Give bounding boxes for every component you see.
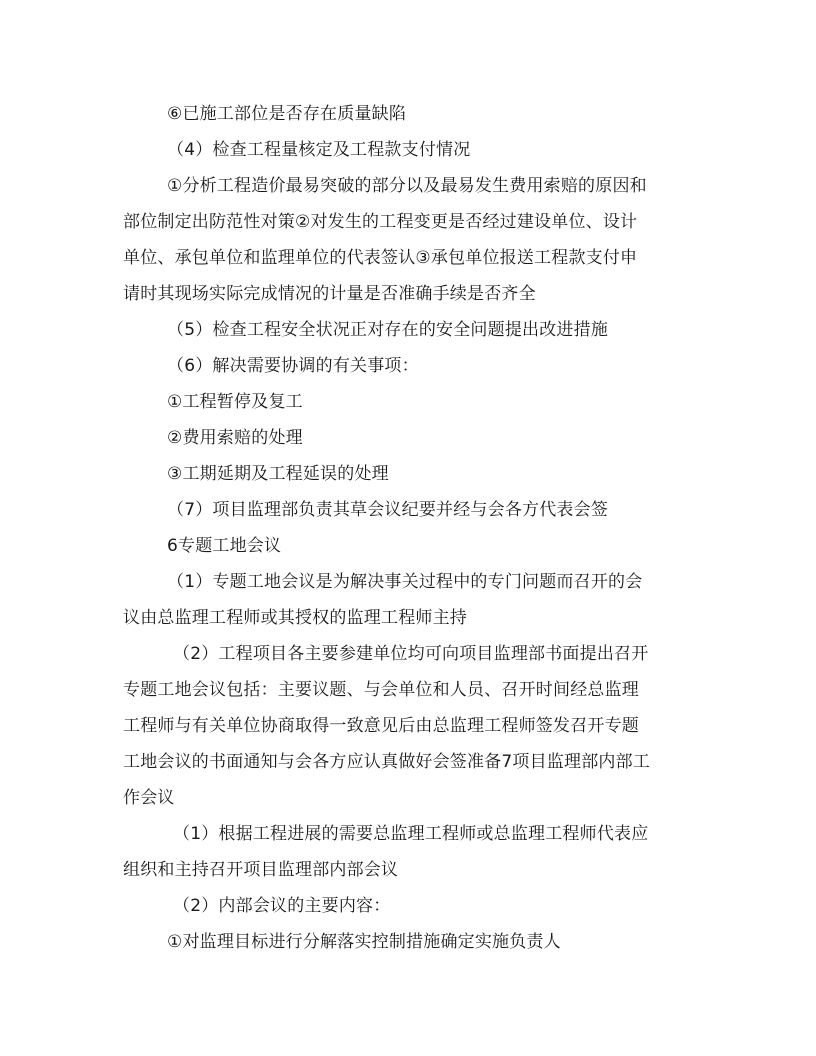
text-line: （5）检查工程安全状况正对存在的安全问题提出改进措施 [167, 320, 609, 340]
text-line: （4）检查工程量核定及工程款支付情况 [167, 140, 471, 160]
text-line: （1）根据工程进展的需要总监理工程师或总监理工程师代表应 [173, 824, 649, 844]
text-line: （6）解决需要协调的有关事项： [167, 356, 419, 376]
text-line: 部位制定出防范性对策②对发生的工程变更是否经过建设单位、设计 [123, 212, 638, 232]
text-line: 作会议 [123, 788, 175, 808]
text-line: （2）内部会议的主要内容： [173, 896, 391, 916]
text-line: 议由总监理工程师或其授权的监理工程师主持 [123, 608, 467, 628]
text-line: ①分析工程造价最易突破的部分以及最易发生费用索赔的原因和 [167, 176, 647, 196]
text-line: 工地会议的书面通知与会各方应认真做好会签准备7项目监理部内部工 [123, 752, 651, 772]
text-line: 单位、承包单位和监理单位的代表签认③承包单位报送工程款支付申 [123, 248, 638, 268]
text-line: （7）项目监理部负责其草会议纪要并经与会各方代表会签 [167, 500, 609, 520]
text-line: ③工期延期及工程延误的处理 [167, 464, 389, 484]
text-line: ⑥已施工部位是否存在质量缺陷 [167, 104, 407, 124]
document-body [123, 96, 693, 960]
text-line: 专题工地会议包括：主要议题、与会单位和人员、召开时间经总监理 [123, 680, 639, 700]
section-heading: 6专题工地会议 [167, 536, 282, 556]
text-line: 工程师与有关单位协商取得一致意见后由总监理工程师签发召开专题 [123, 716, 639, 736]
text-line: 请时其现场实际完成情况的计量是否准确手续是否齐全 [123, 284, 536, 304]
text-line: （1）专题工地会议是为解决事关过程中的专门问题而召开的会 [167, 572, 643, 592]
text-line: （2）工程项目各主要参建单位均可向项目监理部书面提出召开 [173, 644, 649, 664]
text-line: ②费用索赔的处理 [167, 428, 303, 448]
text-line: 组织和主持召开项目监理部内部会议 [123, 860, 399, 880]
text-line: ①工程暂停及复工 [167, 392, 303, 412]
text-line: ①对监理目标进行分解落实控制措施确定实施负责人 [167, 932, 561, 952]
